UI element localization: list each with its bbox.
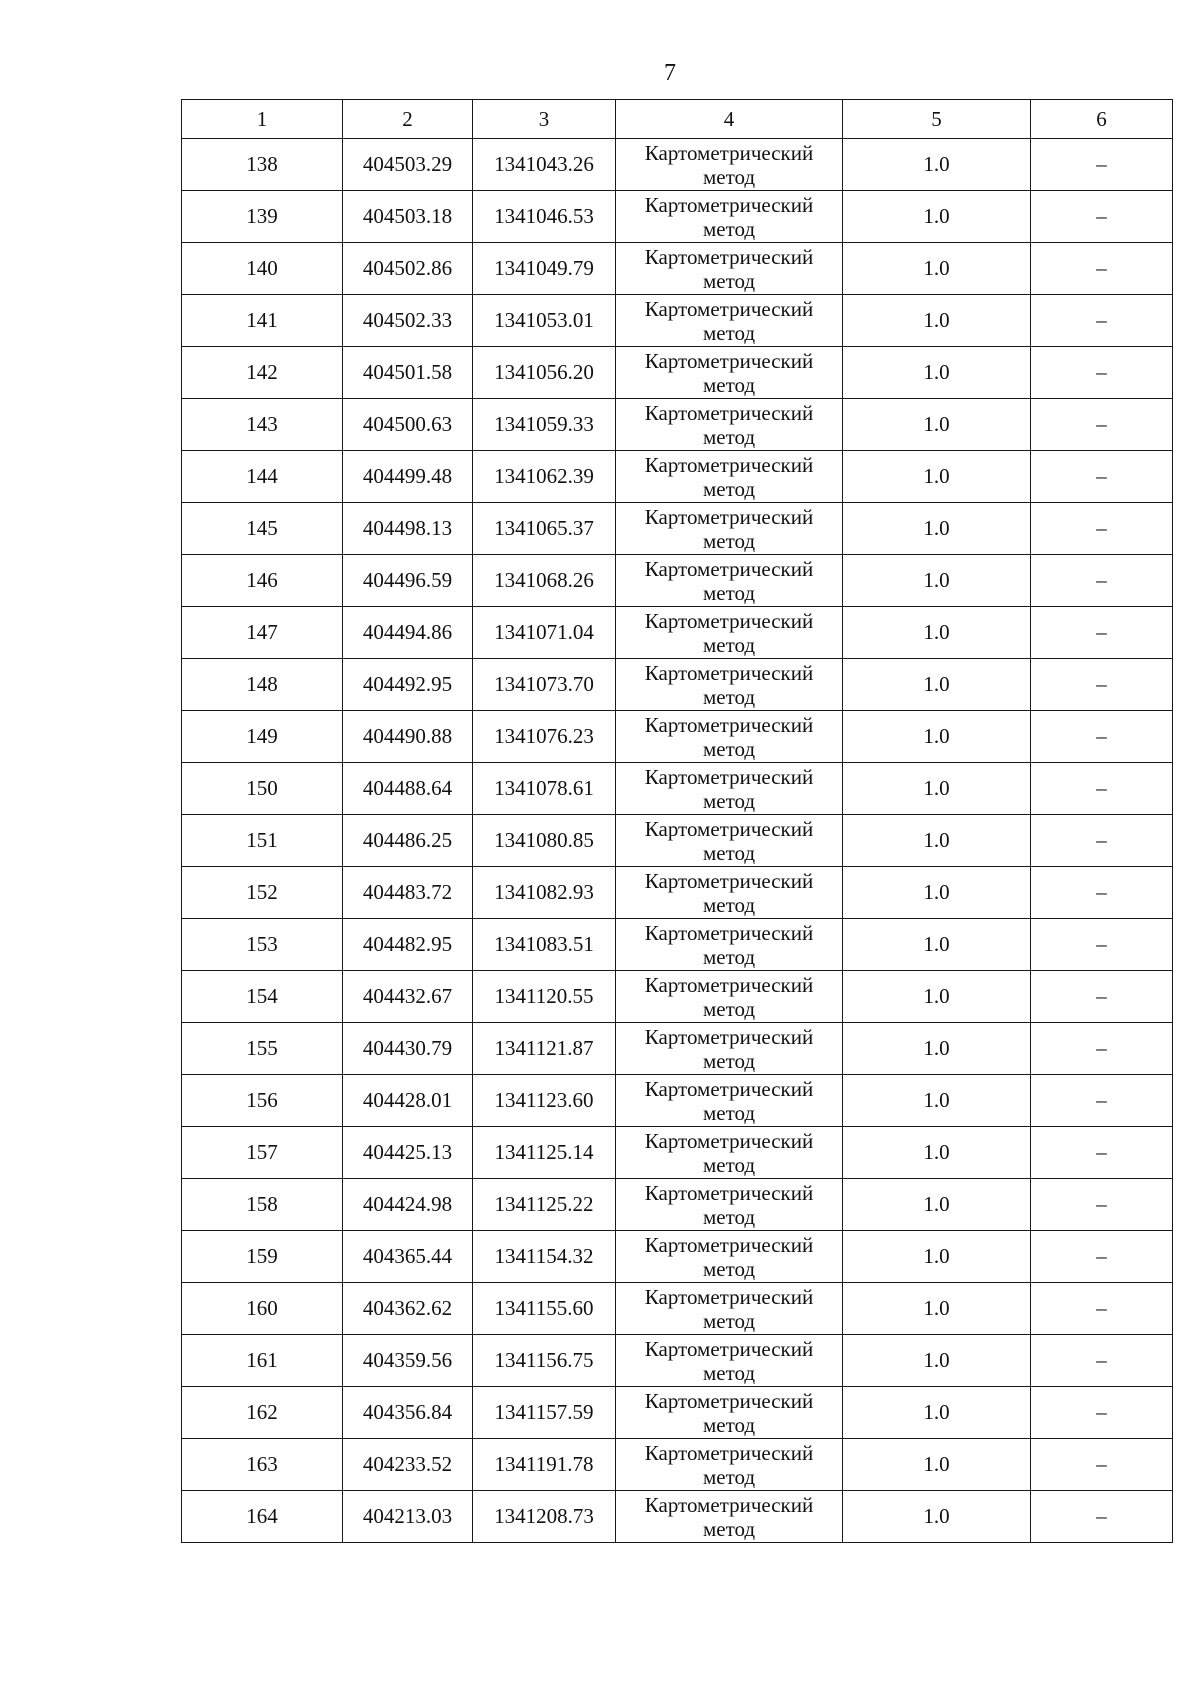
coordinate-y-cell: 1341076.23 — [473, 711, 616, 763]
table-row — [182, 1439, 1173, 1491]
table-row — [182, 451, 1173, 503]
point-number-cell: 157 — [182, 1127, 343, 1179]
table-row — [182, 867, 1173, 919]
accuracy-cell: 1.0 — [843, 659, 1031, 711]
coordinate-x-cell: 404503.18 — [343, 191, 473, 243]
method-line-1: Картометрический — [644, 452, 814, 477]
accuracy-cell: 1.0 — [843, 971, 1031, 1023]
accuracy-cell: 1.0 — [843, 867, 1031, 919]
method-line-1: Картометрический — [644, 1024, 814, 1049]
table-row — [182, 711, 1173, 763]
method-line-1: Картометрический — [644, 816, 814, 841]
method-line-2: метод — [702, 1204, 756, 1229]
accuracy-cell: 1.0 — [843, 503, 1031, 555]
method-cell — [616, 919, 843, 971]
method-cell — [616, 503, 843, 555]
note-cell: – — [1031, 1335, 1173, 1387]
coordinate-y-cell: 1341053.01 — [473, 295, 616, 347]
coordinate-x-cell: 404498.13 — [343, 503, 473, 555]
coordinate-y-cell: 1341065.37 — [473, 503, 616, 555]
table-row — [182, 1335, 1173, 1387]
note-cell: – — [1031, 555, 1173, 607]
method-line-2: метод — [702, 1464, 756, 1489]
table-row — [182, 139, 1173, 191]
point-number-cell: 162 — [182, 1387, 343, 1439]
method-cell — [616, 451, 843, 503]
accuracy-cell: 1.0 — [843, 1127, 1031, 1179]
method-cell — [616, 1179, 843, 1231]
method-line-2: метод — [702, 944, 756, 969]
note-cell: – — [1031, 399, 1173, 451]
method-line-2: метод — [702, 164, 756, 189]
coordinate-x-cell: 404428.01 — [343, 1075, 473, 1127]
method-line-1: Картометрический — [644, 1076, 814, 1101]
method-cell — [616, 867, 843, 919]
header-cell-5: 5 — [843, 100, 1031, 139]
coordinate-x-cell: 404488.64 — [343, 763, 473, 815]
coordinate-y-cell: 1341208.73 — [473, 1491, 616, 1543]
coordinate-y-cell: 1341082.93 — [473, 867, 616, 919]
method-line-2: метод — [702, 632, 756, 657]
method-cell — [616, 1283, 843, 1335]
accuracy-cell: 1.0 — [843, 1075, 1031, 1127]
coordinate-y-cell: 1341078.61 — [473, 763, 616, 815]
method-line-1: Картометрический — [644, 1232, 814, 1257]
note-cell: – — [1031, 139, 1173, 191]
method-line-1: Картометрический — [644, 712, 814, 737]
coordinate-x-cell: 404483.72 — [343, 867, 473, 919]
method-cell — [616, 659, 843, 711]
table-row — [182, 399, 1173, 451]
table-body — [182, 100, 1173, 1543]
method-cell — [616, 555, 843, 607]
method-line-2: метод — [702, 684, 756, 709]
note-cell: – — [1031, 1283, 1173, 1335]
method-cell — [616, 1387, 843, 1439]
accuracy-cell: 1.0 — [843, 1283, 1031, 1335]
table-row — [182, 919, 1173, 971]
note-cell: – — [1031, 1491, 1173, 1543]
note-cell: – — [1031, 347, 1173, 399]
accuracy-cell: 1.0 — [843, 919, 1031, 971]
coordinate-y-cell: 1341068.26 — [473, 555, 616, 607]
note-cell: – — [1031, 1023, 1173, 1075]
table-row — [182, 555, 1173, 607]
accuracy-cell: 1.0 — [843, 1023, 1031, 1075]
coordinate-y-cell: 1341157.59 — [473, 1387, 616, 1439]
coordinates-table — [181, 99, 1173, 1543]
table-row — [182, 1387, 1173, 1439]
accuracy-cell: 1.0 — [843, 347, 1031, 399]
coordinate-x-cell: 404213.03 — [343, 1491, 473, 1543]
method-line-2: метод — [702, 320, 756, 345]
method-line-1: Картометрический — [644, 504, 814, 529]
point-number-cell: 153 — [182, 919, 343, 971]
coordinate-y-cell: 1341080.85 — [473, 815, 616, 867]
method-cell — [616, 1023, 843, 1075]
header-cell-1: 1 — [182, 100, 343, 139]
header-cell-6: 6 — [1031, 100, 1173, 139]
point-number-cell: 158 — [182, 1179, 343, 1231]
method-line-1: Картометрический — [644, 1492, 814, 1517]
table-header-row — [182, 100, 1173, 139]
coordinate-y-cell: 1341056.20 — [473, 347, 616, 399]
accuracy-cell: 1.0 — [843, 1179, 1031, 1231]
point-number-cell: 139 — [182, 191, 343, 243]
coordinate-y-cell: 1341191.78 — [473, 1439, 616, 1491]
method-line-2: метод — [702, 736, 756, 761]
coordinate-x-cell: 404362.62 — [343, 1283, 473, 1335]
method-cell — [616, 1335, 843, 1387]
method-cell — [616, 1491, 843, 1543]
coordinate-y-cell: 1341049.79 — [473, 243, 616, 295]
point-number-cell: 149 — [182, 711, 343, 763]
method-line-2: метод — [702, 372, 756, 397]
table-row — [182, 1231, 1173, 1283]
method-cell — [616, 1231, 843, 1283]
method-line-1: Картометрический — [644, 296, 814, 321]
method-line-2: метод — [702, 268, 756, 293]
table-row — [182, 243, 1173, 295]
note-cell: – — [1031, 815, 1173, 867]
method-line-1: Картометрический — [644, 1440, 814, 1465]
accuracy-cell: 1.0 — [843, 1387, 1031, 1439]
coordinate-x-cell: 404496.59 — [343, 555, 473, 607]
method-cell — [616, 1075, 843, 1127]
note-cell: – — [1031, 191, 1173, 243]
coordinate-x-cell: 404359.56 — [343, 1335, 473, 1387]
method-line-1: Картометрический — [644, 1388, 814, 1413]
point-number-cell: 147 — [182, 607, 343, 659]
note-cell: – — [1031, 1439, 1173, 1491]
coordinate-y-cell: 1341125.14 — [473, 1127, 616, 1179]
point-number-cell: 159 — [182, 1231, 343, 1283]
header-cell-3: 3 — [473, 100, 616, 139]
method-line-2: метод — [702, 1412, 756, 1437]
coordinate-y-cell: 1341125.22 — [473, 1179, 616, 1231]
accuracy-cell: 1.0 — [843, 711, 1031, 763]
method-line-1: Картометрический — [644, 972, 814, 997]
note-cell: – — [1031, 1127, 1173, 1179]
method-line-1: Картометрический — [644, 348, 814, 373]
table-row — [182, 1179, 1173, 1231]
coordinate-x-cell: 404492.95 — [343, 659, 473, 711]
table-row — [182, 1127, 1173, 1179]
method-line-2: метод — [702, 1152, 756, 1177]
accuracy-cell: 1.0 — [843, 607, 1031, 659]
accuracy-cell: 1.0 — [843, 1439, 1031, 1491]
coordinate-y-cell: 1341120.55 — [473, 971, 616, 1023]
method-line-2: метод — [702, 580, 756, 605]
point-number-cell: 145 — [182, 503, 343, 555]
header-cell-4: 4 — [616, 100, 843, 139]
method-line-1: Картометрический — [644, 868, 814, 893]
method-line-2: метод — [702, 1516, 756, 1541]
coordinate-x-cell: 404430.79 — [343, 1023, 473, 1075]
coordinate-y-cell: 1341043.26 — [473, 139, 616, 191]
table-row — [182, 763, 1173, 815]
accuracy-cell: 1.0 — [843, 243, 1031, 295]
coordinate-y-cell: 1341083.51 — [473, 919, 616, 971]
accuracy-cell: 1.0 — [843, 399, 1031, 451]
coordinate-y-cell: 1341071.04 — [473, 607, 616, 659]
table-row — [182, 659, 1173, 711]
method-line-1: Картометрический — [644, 1180, 814, 1205]
coordinate-x-cell: 404482.95 — [343, 919, 473, 971]
point-number-cell: 143 — [182, 399, 343, 451]
point-number-cell: 141 — [182, 295, 343, 347]
method-cell — [616, 815, 843, 867]
method-line-2: метод — [702, 1360, 756, 1385]
method-line-1: Картометрический — [644, 400, 814, 425]
coordinate-x-cell: 404501.58 — [343, 347, 473, 399]
coordinate-x-cell: 404499.48 — [343, 451, 473, 503]
table-row — [182, 1491, 1173, 1543]
note-cell: – — [1031, 659, 1173, 711]
note-cell: – — [1031, 1179, 1173, 1231]
method-line-1: Картометрический — [644, 556, 814, 581]
method-line-2: метод — [702, 424, 756, 449]
page-number: 7 — [664, 60, 676, 86]
table-row — [182, 295, 1173, 347]
accuracy-cell: 1.0 — [843, 191, 1031, 243]
coordinate-x-cell: 404365.44 — [343, 1231, 473, 1283]
point-number-cell: 160 — [182, 1283, 343, 1335]
accuracy-cell: 1.0 — [843, 1335, 1031, 1387]
coordinate-x-cell: 404424.98 — [343, 1179, 473, 1231]
method-cell — [616, 139, 843, 191]
point-number-cell: 142 — [182, 347, 343, 399]
coordinate-x-cell: 404503.29 — [343, 139, 473, 191]
method-line-2: метод — [702, 1308, 756, 1333]
coordinate-x-cell: 404486.25 — [343, 815, 473, 867]
note-cell: – — [1031, 607, 1173, 659]
method-cell — [616, 295, 843, 347]
coordinate-y-cell: 1341121.87 — [473, 1023, 616, 1075]
note-cell: – — [1031, 971, 1173, 1023]
coordinate-y-cell: 1341062.39 — [473, 451, 616, 503]
method-line-1: Картометрический — [644, 140, 814, 165]
coordinate-x-cell: 404432.67 — [343, 971, 473, 1023]
point-number-cell: 161 — [182, 1335, 343, 1387]
coordinate-x-cell: 404494.86 — [343, 607, 473, 659]
method-line-1: Картометрический — [644, 192, 814, 217]
note-cell: – — [1031, 867, 1173, 919]
method-line-2: метод — [702, 1100, 756, 1125]
point-number-cell: 151 — [182, 815, 343, 867]
method-cell — [616, 191, 843, 243]
point-number-cell: 154 — [182, 971, 343, 1023]
accuracy-cell: 1.0 — [843, 555, 1031, 607]
coordinate-y-cell: 1341155.60 — [473, 1283, 616, 1335]
coordinate-y-cell: 1341156.75 — [473, 1335, 616, 1387]
table-row — [182, 503, 1173, 555]
point-number-cell: 163 — [182, 1439, 343, 1491]
method-line-1: Картометрический — [644, 920, 814, 945]
method-cell — [616, 607, 843, 659]
coordinate-y-cell: 1341073.70 — [473, 659, 616, 711]
method-cell — [616, 243, 843, 295]
note-cell: – — [1031, 243, 1173, 295]
note-cell: – — [1031, 503, 1173, 555]
header-cell-2: 2 — [343, 100, 473, 139]
table-row — [182, 1075, 1173, 1127]
method-line-2: метод — [702, 788, 756, 813]
table-row — [182, 607, 1173, 659]
method-cell — [616, 711, 843, 763]
point-number-cell: 150 — [182, 763, 343, 815]
table-row — [182, 191, 1173, 243]
coordinate-x-cell: 404490.88 — [343, 711, 473, 763]
method-line-1: Картометрический — [644, 1336, 814, 1361]
point-number-cell: 164 — [182, 1491, 343, 1543]
table-row — [182, 815, 1173, 867]
method-line-2: метод — [702, 476, 756, 501]
note-cell: – — [1031, 1387, 1173, 1439]
note-cell: – — [1031, 1075, 1173, 1127]
table-row — [182, 347, 1173, 399]
method-line-1: Картометрический — [644, 660, 814, 685]
note-cell: – — [1031, 451, 1173, 503]
note-cell: – — [1031, 295, 1173, 347]
point-number-cell: 146 — [182, 555, 343, 607]
coordinate-y-cell: 1341059.33 — [473, 399, 616, 451]
coordinate-x-cell: 404356.84 — [343, 1387, 473, 1439]
method-line-2: метод — [702, 528, 756, 553]
method-line-2: метод — [702, 1048, 756, 1073]
method-line-2: метод — [702, 840, 756, 865]
note-cell: – — [1031, 711, 1173, 763]
point-number-cell: 138 — [182, 139, 343, 191]
coordinate-y-cell: 1341123.60 — [473, 1075, 616, 1127]
method-cell — [616, 1127, 843, 1179]
coordinate-x-cell: 404502.86 — [343, 243, 473, 295]
table-row — [182, 971, 1173, 1023]
method-line-2: метод — [702, 996, 756, 1021]
coordinate-y-cell: 1341154.32 — [473, 1231, 616, 1283]
point-number-cell: 148 — [182, 659, 343, 711]
accuracy-cell: 1.0 — [843, 815, 1031, 867]
method-line-2: метод — [702, 1256, 756, 1281]
accuracy-cell: 1.0 — [843, 295, 1031, 347]
method-line-2: метод — [702, 892, 756, 917]
coordinate-x-cell: 404233.52 — [343, 1439, 473, 1491]
point-number-cell: 140 — [182, 243, 343, 295]
table-row — [182, 1283, 1173, 1335]
coordinate-x-cell: 404500.63 — [343, 399, 473, 451]
accuracy-cell: 1.0 — [843, 1491, 1031, 1543]
method-cell — [616, 1439, 843, 1491]
method-cell — [616, 399, 843, 451]
method-line-1: Картометрический — [644, 608, 814, 633]
method-line-1: Картометрический — [644, 1284, 814, 1309]
accuracy-cell: 1.0 — [843, 1231, 1031, 1283]
coordinate-y-cell: 1341046.53 — [473, 191, 616, 243]
method-cell — [616, 763, 843, 815]
point-number-cell: 152 — [182, 867, 343, 919]
method-line-2: метод — [702, 216, 756, 241]
method-line-1: Картометрический — [644, 1128, 814, 1153]
table-row — [182, 1023, 1173, 1075]
method-line-1: Картометрический — [644, 244, 814, 269]
point-number-cell: 144 — [182, 451, 343, 503]
point-number-cell: 156 — [182, 1075, 343, 1127]
method-cell — [616, 347, 843, 399]
accuracy-cell: 1.0 — [843, 139, 1031, 191]
note-cell: – — [1031, 919, 1173, 971]
accuracy-cell: 1.0 — [843, 763, 1031, 815]
note-cell: – — [1031, 763, 1173, 815]
coordinate-x-cell: 404502.33 — [343, 295, 473, 347]
accuracy-cell: 1.0 — [843, 451, 1031, 503]
method-line-1: Картометрический — [644, 764, 814, 789]
note-cell: – — [1031, 1231, 1173, 1283]
method-cell — [616, 971, 843, 1023]
coordinate-x-cell: 404425.13 — [343, 1127, 473, 1179]
point-number-cell: 155 — [182, 1023, 343, 1075]
